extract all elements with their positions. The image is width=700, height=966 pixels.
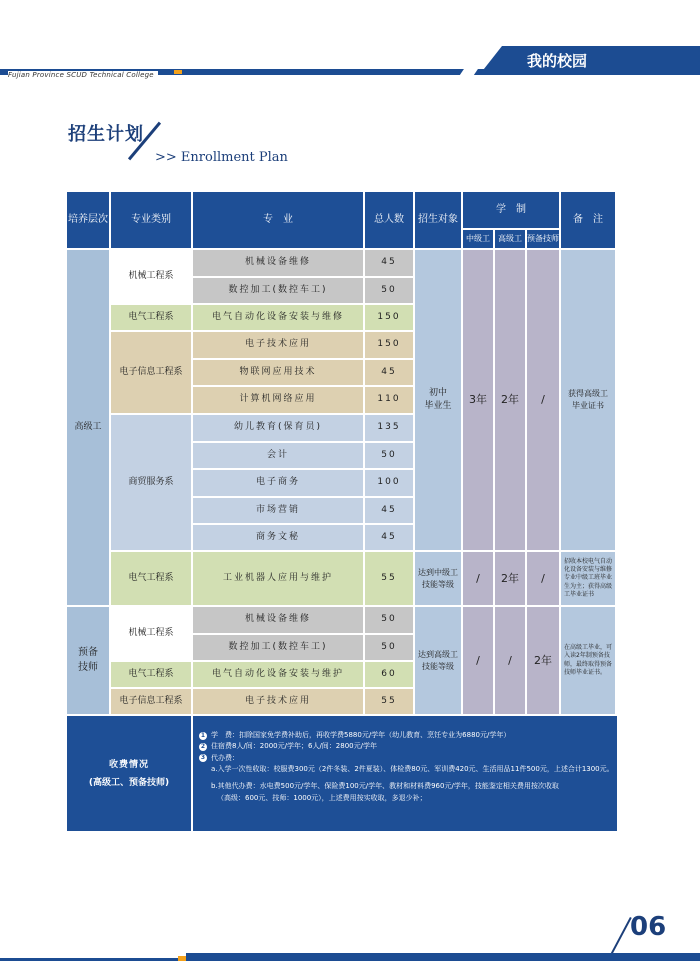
duration-high-group-3: / xyxy=(495,607,527,716)
fee-lodging-text: 住宿费8人/间：2000元/学年；6人/间：2800元/学年 xyxy=(211,742,377,751)
header-rule-accent xyxy=(174,70,182,74)
header-duration-mid: 中级工 xyxy=(463,230,495,250)
total-cell: 45 xyxy=(365,360,415,387)
number-2-icon: 2 xyxy=(200,743,206,751)
category-mechanical-2: 机械工程系 xyxy=(111,607,193,662)
category-mechanical: 机械工程系 xyxy=(111,250,193,305)
target-group-2: 达到中级工 技能等级 xyxy=(415,552,463,607)
total-cell: 150 xyxy=(365,305,415,332)
fee-item-tuition xyxy=(199,730,609,741)
remark-group-3: 在高级工毕业，可入读2年制预备技师，最终取得预备技师毕业证书。 xyxy=(561,607,617,716)
target-group-1: 初中 毕业生 xyxy=(415,250,463,552)
fee-item-lodging xyxy=(199,741,609,752)
remark-group-1: 获得高级工 毕业证书 xyxy=(561,250,617,552)
major-cell: 电子技术应用 xyxy=(193,332,365,360)
target-group-3: 达到高级工 技能等级 xyxy=(415,607,463,716)
fee-item-agency xyxy=(199,753,609,764)
major-cell: 会计 xyxy=(193,443,365,470)
page-number: 06 xyxy=(630,912,667,942)
header-total: 总人数 xyxy=(365,192,415,250)
category-electrical-2: 电气工程系 xyxy=(111,552,193,607)
major-cell: 数控加工(数控车工) xyxy=(193,635,365,662)
duration-mid-group-2: / xyxy=(463,552,495,607)
level-senior: 高级工 xyxy=(67,250,111,607)
header-duration: 学 制 xyxy=(463,192,561,230)
total-cell: 50 xyxy=(365,607,415,635)
header-duration-tech: 预备技师 xyxy=(527,230,561,250)
duration-tech-group-1: / xyxy=(527,250,561,552)
major-cell: 数控加工(数控车工) xyxy=(193,278,365,305)
major-cell: 物联网应用技术 xyxy=(193,360,365,387)
major-cell: 市场营销 xyxy=(193,498,365,525)
enrollment-table xyxy=(67,192,617,831)
major-cell: 电气自动化设备安装与维护 xyxy=(193,662,365,689)
duration-mid-group-1: 3年 xyxy=(463,250,495,552)
duration-tech-group-2: / xyxy=(527,552,561,607)
header-duration-high: 高级工 xyxy=(495,230,527,250)
total-cell: 50 xyxy=(365,443,415,470)
fee-agency-b-cont: （高级：600元、技师：1000元），上述费用按实收取，多退少补； xyxy=(217,793,427,802)
fee-tuition-text: 学 费：扣除国家免学费补助后，再收学费5880元/学年（幼儿教育、烹饪专业为6880元/学年） xyxy=(211,731,511,739)
footer-rule xyxy=(186,953,700,961)
duration-mid-group-3: / xyxy=(463,607,495,716)
header-category: 专业类别 xyxy=(111,192,193,250)
total-cell: 110 xyxy=(365,387,415,415)
header-tab xyxy=(480,46,700,74)
section-tab-title: 我的校园 xyxy=(527,52,588,70)
fee-agency-text: 代办费： xyxy=(211,753,239,762)
fees-label xyxy=(67,716,193,831)
remark-group-2: 招收本校电气自动化设备安装与维修专业中级工班毕业生为主；获得高级工毕业证书 xyxy=(561,552,617,607)
footer-rule-accent xyxy=(178,956,186,961)
major-cell: 计算机网络应用 xyxy=(193,387,365,415)
footer-slash-decoration xyxy=(610,917,631,955)
major-cell: 机械设备维修 xyxy=(193,607,365,635)
category-electronic-info-2: 电子信息工程系 xyxy=(111,689,193,716)
footer-rule-left xyxy=(0,958,178,961)
page-subtitle: >> Enrollment Plan xyxy=(155,150,288,165)
total-cell: 100 xyxy=(365,470,415,498)
major-cell: 机械设备维修 xyxy=(193,250,365,278)
number-3-icon: 3 xyxy=(200,754,206,762)
header-target: 招生对象 xyxy=(415,192,463,250)
total-cell: 50 xyxy=(365,278,415,305)
fees-label-title: 收费情况 xyxy=(108,759,149,770)
fees-details xyxy=(193,716,617,831)
category-electrical-3: 电气工程系 xyxy=(111,662,193,689)
header-major: 专 业 xyxy=(193,192,365,250)
duration-high-group-2: 2年 xyxy=(495,552,527,607)
total-cell: 55 xyxy=(365,552,415,607)
major-cell: 电子技术应用 xyxy=(193,689,365,716)
total-cell: 135 xyxy=(365,415,415,443)
number-1-icon: 1 xyxy=(200,731,206,739)
major-cell: 电子商务 xyxy=(193,470,365,498)
duration-high-group-1: 2年 xyxy=(495,250,527,552)
major-cell: 幼儿教育(保育员) xyxy=(193,415,365,443)
total-cell: 45 xyxy=(365,525,415,552)
total-cell: 45 xyxy=(365,250,415,278)
level-technician: 预备 技师 xyxy=(67,607,111,716)
major-cell: 商务文秘 xyxy=(193,525,365,552)
header-level: 培养层次 xyxy=(67,192,111,250)
fee-agency-b: b.其他代办费：水电费500元/学年、保险费100元/学年、教材和材料费960元/学年，技能鉴定相关费用按次收取 xyxy=(211,782,559,791)
total-cell: 45 xyxy=(365,498,415,525)
college-name: Fujian Province SCUD Technical College xyxy=(8,71,158,79)
fee-agency-a: a.入学一次性收取：校服费300元（2件冬装、2件夏装）、体检费80元、军训费420元、生活用品11件500元，上述合计1300元。 xyxy=(211,764,614,773)
category-electronic-info: 电子信息工程系 xyxy=(111,332,193,415)
major-cell: 工业机器人应用与维护 xyxy=(193,552,365,607)
total-cell: 60 xyxy=(365,662,415,689)
total-cell: 50 xyxy=(365,635,415,662)
page-title: 招生计划 xyxy=(68,124,144,145)
duration-tech-group-3: 2年 xyxy=(527,607,561,716)
header-remarks: 备 注 xyxy=(561,192,617,250)
total-cell: 55 xyxy=(365,689,415,716)
category-electrical: 电气工程系 xyxy=(111,305,193,332)
total-cell: 150 xyxy=(365,332,415,360)
fees-label-scope: (高级工、预备技师) xyxy=(88,777,170,788)
category-trade-services: 商贸服务系 xyxy=(111,415,193,552)
major-cell: 电气自动化设备安装与维修 xyxy=(193,305,365,332)
